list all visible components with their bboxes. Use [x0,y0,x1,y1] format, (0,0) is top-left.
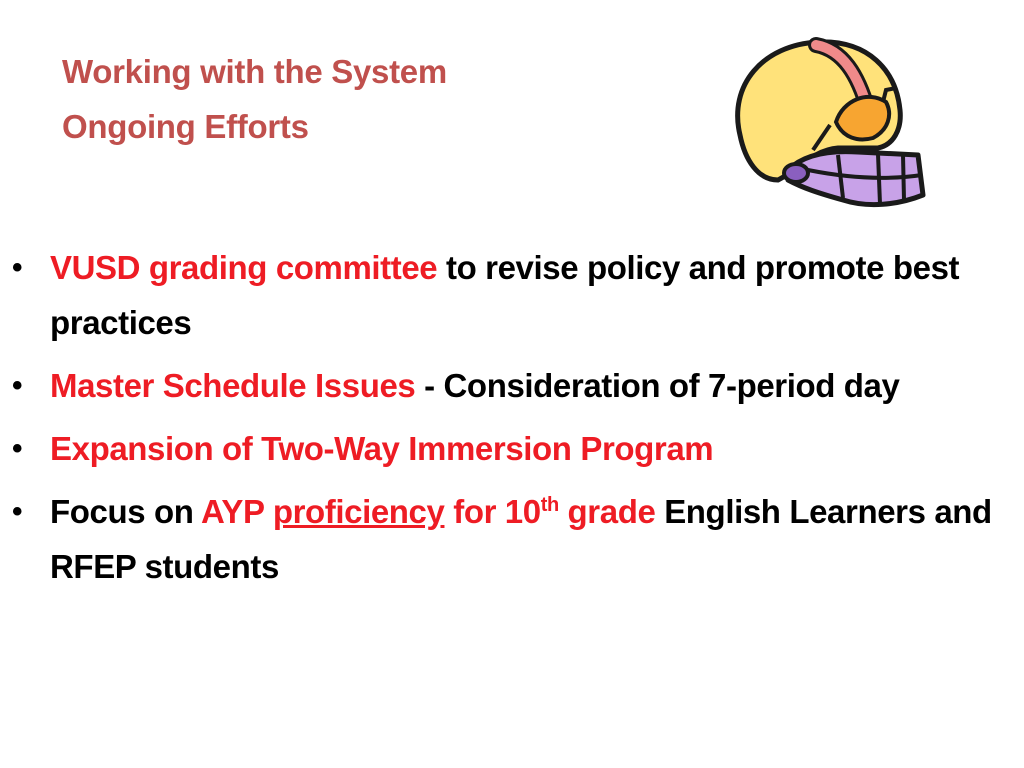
bullet-emphasis: VUSD grading committee [50,249,438,286]
bullet-dot: • [12,369,23,402]
bullet-text: - Consideration of 7-period day [415,367,900,404]
bullet-item [12,240,1017,350]
bullet-emphasis-underlined: proficiency [272,493,445,530]
bullet-emphasis: grade [558,493,656,530]
title-line-1: Working with the System [62,53,447,90]
bullet-emphasis: Expansion of Two-Way Immersion Program [50,430,714,467]
bullet-emphasis: for 10 [444,493,541,530]
bullet-text: Focus on [50,493,202,530]
bullet-dot: • [12,432,23,465]
bullet-text: to revise policy and promote best practices [50,249,960,341]
slide-title [62,44,662,154]
bullet-text: English Learners and RFEP students [50,493,992,585]
bullet-list [12,240,1017,602]
bullet-emphasis: AYP [201,493,273,530]
bullet-dot: • [12,495,23,528]
bullet-dot: • [12,251,23,284]
bullet-item [12,421,1017,476]
bullet-item [12,358,1017,413]
title-line-2: Ongoing Efforts [62,108,309,145]
bullet-superscript: th [540,494,559,516]
bullet-item [12,484,1017,594]
football-helmet-icon [718,30,933,220]
bullet-emphasis: Master Schedule Issues [50,367,416,404]
